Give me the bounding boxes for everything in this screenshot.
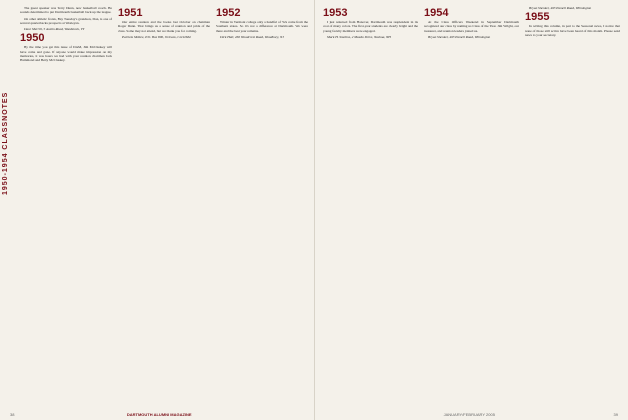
class-year-heading: 1955 <box>525 11 550 24</box>
page-number: 39 <box>613 412 618 417</box>
left-column-2 <box>118 6 210 406</box>
signature: Dick Hall, 260 Woodcrest Road, Woodbury, NJ <box>220 34 284 39</box>
left-column-1 <box>20 6 112 406</box>
right-column-3 <box>525 6 620 406</box>
class-notes-text: In writing this column, in part to the Seasonal news, I notice that none of those still active have been heard of this month. Please send news to your secretary. <box>525 24 620 37</box>
class-year-heading: 1953 <box>323 7 348 19</box>
issue-date: JANUARY/FEBRUARY 2005 <box>443 412 495 417</box>
signature: Patricia McKee, P.O. Box 896, Orleans, CA 92662 <box>122 34 191 39</box>
class-year-heading: 1950 <box>20 32 45 45</box>
section-rail: 1950-1954 CLASSNOTES <box>2 91 9 195</box>
signature: Bryan Shenker, 403 Pamell Road, Wilmington <box>428 34 491 39</box>
class-year-heading: 1951 <box>118 7 143 19</box>
paragraph: On other athletic fronts, Bay Tuesday's grandson, Don, is one of several quarterbacks prospects at Wesleyan. <box>20 16 112 25</box>
right-page <box>314 0 628 420</box>
class-year-heading: 1954 <box>424 7 449 19</box>
class-notes-text: By the time you get this issue of DAM, Jim McCluskey will have come and gone. If anyone would make impression on my memories, it was hours we had with your reunion chairman Jack Hammond and Betty McCluskey. <box>20 45 112 63</box>
paragraph: The guest speaker was Terry Dunn, new basketball coach. He sounds determined to put Dartmouth basketball back up the league. <box>20 6 112 15</box>
signature: Dave Merrill, 5 Austin Road, Woodstock, VT <box>24 27 85 32</box>
signature: Bryan Shenker, 403 Pamell Road, Wilmington <box>529 6 592 10</box>
class-notes-text: At the Class Officers Weekend in September Dartmouth recognized our class by naming us Class of the Year. Jim Wright, our treasurer, and reunion leaders joined us. <box>424 20 519 33</box>
magazine-name: DARTMOUTH ALUMNI MAGAZINE <box>126 412 192 417</box>
right-footer <box>315 412 628 417</box>
right-columns <box>323 6 620 406</box>
left-footer <box>0 412 314 417</box>
right-column-2 <box>424 6 519 406</box>
left-column-3 <box>216 6 308 406</box>
page-number: 38 <box>10 412 15 417</box>
left-columns <box>14 6 308 406</box>
class-notes-text: Our entire reunion and the books last October on chairman Roger Dunn. That brings us a sense of reunion and pride of the class. Some may not attend, but we thank you for coming. <box>118 20 210 33</box>
signature: Mark H. Smolins, 2 Meado Drive, Nashua, NH <box>327 34 391 39</box>
right-column-1 <box>323 6 418 406</box>
class-notes-text: Winter in Vermont college only a handful of '52s come from the Southern states. So it's not a difference at Dartmouth. We were there and the best year remains. <box>216 20 308 33</box>
class-year-heading: 1952 <box>216 7 241 19</box>
class-notes-text: I just returned from Hanover, Dartmouth was resplendent in its coat of many colors. The first-year students are clearly bright and the young faculty members were engaged. <box>323 20 418 33</box>
